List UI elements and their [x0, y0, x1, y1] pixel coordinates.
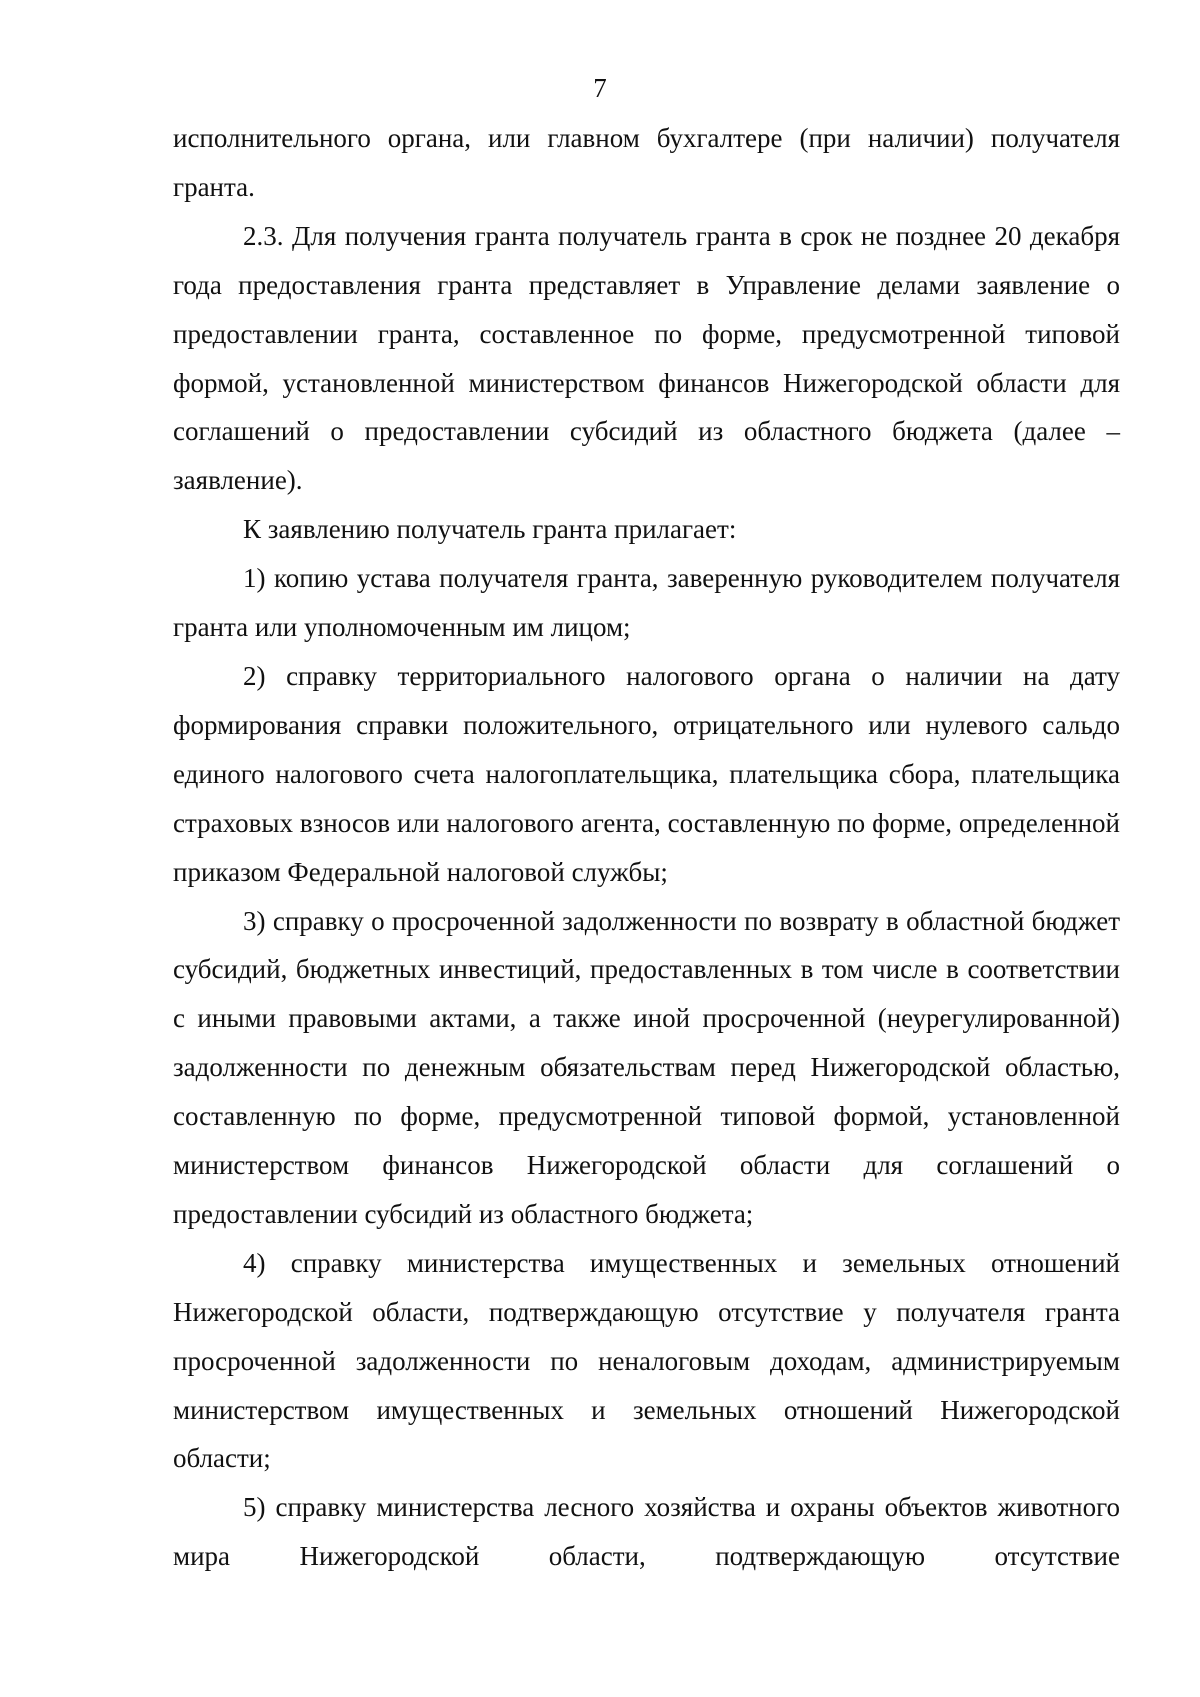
list-item-5: 5) справку министерства лесного хозяйства и охраны объектов животного мира Нижегородской области, подтверждающую отсутствие	[173, 1492, 1120, 1572]
document-body	[173, 114, 1120, 1581]
paragraph-section-2-3: 2.3. Для получения гранта получатель гранта в срок не позднее 20 декабря года предоставления гранта представляет в Управление делами заявление о предоставлении гранта, составленное по форме, предусмотренной типовой формой, установленной министерством финансов Нижегородской области для соглашений о предоставлении субсидий из областного бюджета (далее – заявление).	[173, 220, 1120, 496]
list-item-1: 1) копию устава получателя гранта, заверенную руководителем получателя гранта или уполномоченным им лицом;	[173, 563, 1120, 643]
page-number: 7	[593, 73, 607, 103]
list-item-4: 4) справку министерства имущественных и земельных отношений Нижегородской области, подтверждающую отсутствие у получателя гранта просроченной задолженности по неналоговым доходам, администрируемым министерством имущественных и земельных отношений Нижегородской области;	[173, 1247, 1120, 1474]
list-item-2: 2) справку территориального налогового органа о наличии на дату формирования справки положительного, отрицательного или нулевого сальдо единого налогового счета налогоплательщика, плательщика сбора, плательщика страховых взносов или налогового агента, составленную по форме, определенной приказом Федеральной налоговой службы;	[173, 660, 1120, 887]
paragraph-attachments-intro: К заявлению получатель гранта прилагает:	[243, 514, 737, 545]
paragraph-continuation: исполнительного органа, или главном бухгалтере (при наличии) получателя гранта.	[173, 123, 1120, 202]
list-item-3: 3) справку о просроченной задолженности по возврату в областной бюджет субсидий, бюджетных инвестиций, предоставленных в том числе в соответствии с иными правовыми актами, а также иной просроченной (неурегулированной) задолженности по денежным обязательствам перед Нижегородской областью, составленную по форме, предусмотренной типовой формой, установленной министерством финансов Нижегородской области для соглашений о предоставлении субсидий из областного бюджета;	[173, 905, 1120, 1229]
